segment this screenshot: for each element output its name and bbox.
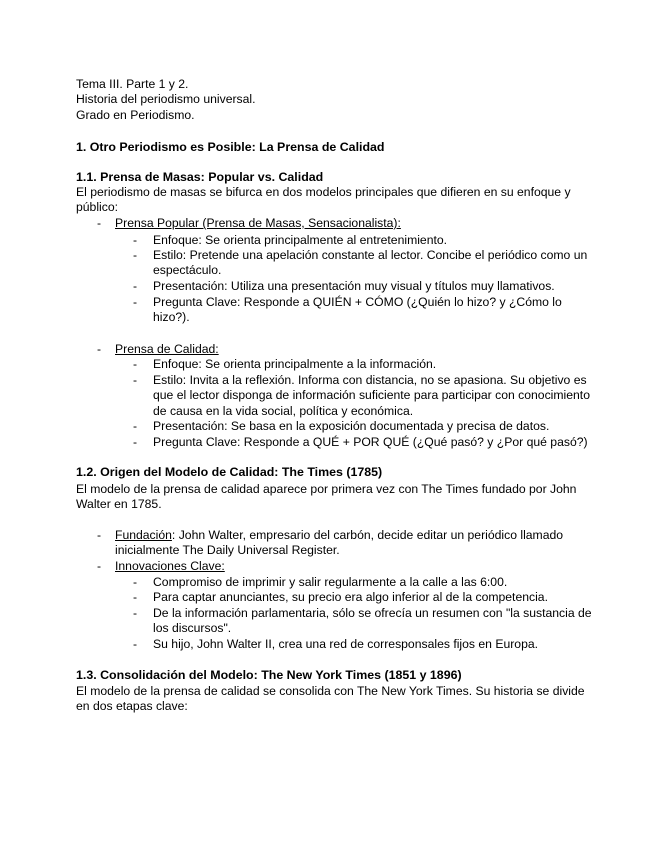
header-course: Tema III. Parte 1 y 2. [76, 77, 189, 91]
section-1-title: 1. Otro Periodismo es Posible: La Prensa de Calidad [76, 140, 385, 154]
calidad-pregunta: Pregunta Clave: Responde a QUÉ + POR QUÉ (¿Qué pasó? y ¿Por qué pasó?) [153, 435, 588, 449]
list-item-line: Pregunta Clave: Responde a QUIÉN + CÓMO (¿Quién lo hizo? y ¿Cómo lo [153, 295, 562, 309]
intro-line: en dos etapas clave: [76, 699, 188, 714]
list-item-line: de causa en la vida social, política y económica. [153, 403, 414, 418]
list-item-line: De la información parlamentaria, sólo se ofrecía un resumen con "la sustancia de [153, 606, 592, 620]
popular-pregunta [153, 295, 593, 326]
intro-line: público: [76, 200, 119, 215]
list-item-line: Estilo: Pretende una apelación constante al lector. Concibe el periódico como un [153, 248, 588, 262]
list-item-line: espectáculo. [153, 263, 222, 278]
bullet-dash: - [133, 435, 138, 449]
bullet-dash: - [133, 606, 138, 620]
innovacion-3 [153, 606, 593, 637]
fundacion-text: : John Walter, empresario del carbón, decide editar un periódico llamado [171, 528, 564, 542]
calidad-estilo [153, 373, 593, 419]
innovacion-4: Su hijo, John Walter II, crea una red de corresponsales fijos en Europa. [153, 637, 539, 651]
calidad-enfoque: Enfoque: Se orienta principalmente a la información. [153, 357, 437, 371]
innovacion-1: Compromiso de imprimir y salir regularmente a la calle a las 6:00. [153, 575, 508, 589]
section-1-2-heading [76, 465, 586, 480]
bullet-dash: - [97, 216, 102, 230]
bullet-dash: - [97, 559, 102, 573]
bullet-dash: - [133, 295, 138, 309]
popular-presentacion: Presentación: Utiliza una presentación muy visual y títulos muy llamativos. [153, 279, 555, 293]
section-1-2-title: 1.2. Origen del Modelo de Calidad: The Times (1785) [76, 465, 383, 479]
header-degree: Grado en Periodismo. [76, 107, 195, 122]
section-1-3-intro [76, 684, 586, 715]
bullet-dash: - [133, 248, 138, 262]
document-header [76, 77, 586, 123]
innovacion-2: Para captar anunciantes, su precio era algo inferior al de la competencia. [153, 590, 548, 604]
header-subject: Historia del periodismo universal. [76, 92, 256, 107]
prensa-calidad-label: Prensa de Calidad: [115, 342, 219, 356]
list-item-line: los discursos". [153, 621, 232, 636]
bullet-dash: - [97, 528, 102, 542]
bullet-dash: - [133, 357, 138, 371]
section-1-1-heading [76, 170, 586, 185]
list-item-line: inicialmente The Daily Universal Register. [115, 543, 340, 558]
intro-line: Walter en 1785. [76, 497, 162, 512]
intro-line: El modelo de la prensa de calidad aparece por primera vez con The Times fundado por John [76, 482, 577, 496]
popular-enfoque: Enfoque: Se orienta principalmente al entretenimiento. [153, 233, 448, 247]
section-1-3-title: 1.3. Consolidación del Modelo: The New York Times (1851 y 1896) [76, 668, 462, 682]
list-item-line: Estilo: Invita a la reflexión. Informa con distancia, no se apasiona. Su objetivo es [153, 373, 587, 387]
bullet-dash: - [133, 637, 138, 651]
bullet-dash: - [133, 373, 138, 387]
bullet-dash: - [133, 419, 138, 433]
prensa-popular-label: Prensa Popular (Prensa de Masas, Sensacionalista): [115, 216, 401, 230]
bullet-dash: - [133, 233, 138, 247]
innovaciones-label: Innovaciones Clave: [115, 559, 225, 573]
section-1-1-title: 1.1. Prensa de Masas: Popular vs. Calidad [76, 170, 324, 184]
bullet-dash: - [133, 590, 138, 604]
bullet-dash: - [133, 575, 138, 589]
intro-line: El periodismo de masas se bifurca en dos modelos principales que difieren en su enfoque y [76, 185, 571, 199]
list-item-line: hizo?). [153, 310, 190, 325]
section-1-heading [76, 140, 586, 155]
intro-line: El modelo de la prensa de calidad se consolida con The New York Times. Su historia se divide [76, 684, 585, 698]
bullet-dash: - [97, 342, 102, 356]
bullet-dash: - [133, 279, 138, 293]
list-item-line [115, 528, 585, 543]
popular-estilo [153, 248, 593, 279]
fundacion-label: Fundación [115, 528, 172, 542]
calidad-presentacion: Presentación: Se basa en la exposición documentada y precisa de datos. [153, 419, 550, 433]
list-item-line: que el lector disponga de información suficiente para participar con conocimiento [153, 388, 590, 403]
section-1-2-intro [76, 482, 586, 513]
section-1-1-intro [76, 185, 586, 216]
section-1-3-heading [76, 668, 586, 683]
fundacion-item [115, 528, 585, 559]
